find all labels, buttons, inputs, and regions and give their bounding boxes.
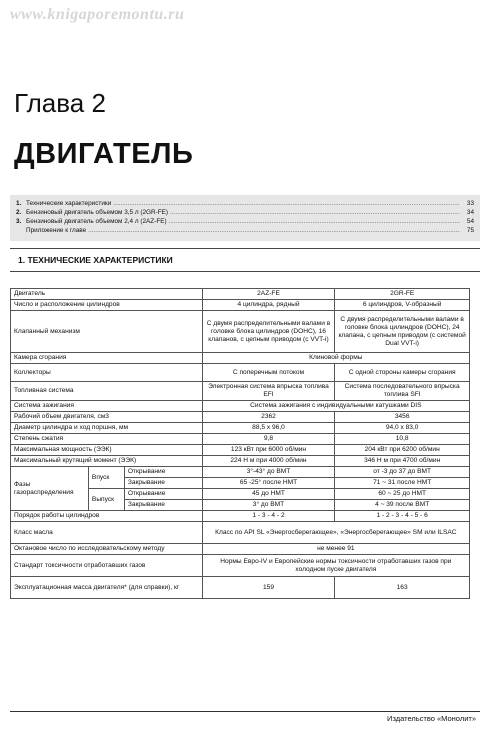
row-label: Система зажигания [11, 401, 203, 412]
row-label: Порядок работы цилиндров [11, 511, 203, 522]
cell-2az: 88,5 x 96,0 [202, 423, 335, 434]
toc-item[interactable] [16, 217, 474, 226]
cell-2az: Электронная система впрыска топлива EFI [202, 382, 335, 401]
section-heading: 1. ТЕХНИЧЕСКИЕ ХАРАКТЕРИСТИКИ [10, 248, 480, 272]
toc-number: 2. [16, 209, 22, 216]
toc-number: 3. [16, 218, 22, 225]
toc-leader [88, 226, 460, 235]
cell-2gr: С одной стороны камеры сгорания [335, 364, 470, 382]
cell-2az: С двумя распределительными валами в головке блока цилиндров (DOHC), 16 клапанов, с цепным приводом (с VVT-i) [202, 311, 335, 353]
toc-text: Приложение к главе [26, 227, 87, 234]
table-row [11, 300, 470, 311]
table-row [11, 423, 470, 434]
toc-page: 54 [466, 218, 474, 225]
table-row [11, 412, 470, 423]
cell-2gr: 346 Н м при 4700 об/мин [335, 456, 470, 467]
row-label: Коллекторы [11, 364, 203, 382]
toc-text: Технические характеристики [26, 200, 112, 207]
toc-item[interactable] [16, 208, 474, 217]
row-label: Клапанный механизм [11, 311, 203, 353]
table-of-contents [10, 195, 480, 241]
table-row [11, 289, 470, 300]
toc-item[interactable] [16, 226, 474, 235]
cell-merged: не менее 91 [202, 544, 469, 555]
cell-2az: 9,8 [202, 434, 335, 445]
cell-2gr: 1 - 2 - 3 - 4 - 5 - 6 [335, 511, 470, 522]
table-row [11, 434, 470, 445]
row-label: Топливная система [11, 382, 203, 401]
intake-label: Впуск [88, 467, 124, 489]
cell-2az: 224 Н м при 4000 об/мин [202, 456, 335, 467]
row-label: Двигатель [11, 289, 203, 300]
row-label: Степень сжатия [11, 434, 203, 445]
row-label: Максимальная мощность (ЭЭК) [11, 445, 203, 456]
cell-2gr: 4 ~ 39 после ВМТ [335, 500, 470, 511]
cell-2az: 2AZ-FE [202, 289, 335, 300]
exhaust-label: Выпуск [88, 489, 124, 511]
cell-merged: Система зажигания с индивидуальными катушками DIS [202, 401, 469, 412]
toc-page: 34 [466, 209, 474, 216]
cell-2az: С поперечным потоком [202, 364, 335, 382]
cell-2az: 4 цилиндра, рядный [202, 300, 335, 311]
chapter-heading: Глава 2 [14, 88, 106, 118]
table-row [11, 555, 470, 577]
cell-2az: 1 - 3 - 4 - 2 [202, 511, 335, 522]
valve-timing-label: Фазы газораспределения [11, 467, 89, 511]
closing-label: Закрывание [124, 478, 202, 489]
table-row [11, 445, 470, 456]
cell-merged: Клиновой формы [202, 353, 469, 364]
row-label: Максимальный крутящий момент (ЭЭК) [11, 456, 203, 467]
table-row [11, 353, 470, 364]
toc-page: 33 [466, 200, 474, 207]
table-row [11, 544, 470, 555]
toc-text: Бензиновый двигатель объемом 3,5 л (2GR-FE) [26, 209, 169, 216]
table-row [11, 577, 470, 599]
table-row [11, 511, 470, 522]
row-label: Октановое число по исследовательскому методу [11, 544, 203, 555]
cell-merged: Класс по API SL «Энергосберегающее», «Энергосберегающее» SM или ILSAC [202, 522, 469, 544]
toc-leader [169, 217, 460, 226]
footer-divider [10, 711, 480, 712]
page-title: ДВИГАТЕЛЬ [14, 138, 194, 170]
table-row [11, 382, 470, 401]
cell-2gr: 204 кВт при 6200 об/мин [335, 445, 470, 456]
toc-leader [113, 199, 460, 208]
cell-2az: 3° до ВМТ [202, 500, 335, 511]
cell-2gr: 3456 [335, 412, 470, 423]
cell-2gr: от -3 до 37 до ВМТ [335, 467, 470, 478]
cell-2az: 159 [202, 577, 335, 599]
watermark: www.knigaporemontu.ru [10, 6, 185, 23]
toc-leader [170, 208, 460, 217]
toc-number: 1. [16, 200, 22, 207]
row-label: Число и расположение цилиндров [11, 300, 203, 311]
row-label: Рабочий объем двигателя, см3 [11, 412, 203, 423]
toc-page: 75 [466, 227, 474, 234]
cell-2gr: 163 [335, 577, 470, 599]
table-row [11, 401, 470, 412]
cell-2az: 3°-43° до ВМТ [202, 467, 335, 478]
cell-2gr: 60 ~ 25 до НМТ [335, 489, 470, 500]
row-label: Стандарт токсичности отработавших газов [11, 555, 203, 577]
cell-2az: 123 кВт при 6000 об/мин [202, 445, 335, 456]
cell-2az: 2362 [202, 412, 335, 423]
toc-item[interactable] [16, 199, 474, 208]
cell-2gr: 10,8 [335, 434, 470, 445]
row-label: Класс масла [11, 522, 203, 544]
table-row [11, 364, 470, 382]
opening-label: Открывание [124, 489, 202, 500]
table-row [11, 467, 470, 478]
row-label: Камера сгорания [11, 353, 203, 364]
opening-label: Открывание [124, 467, 202, 478]
table-row [11, 522, 470, 544]
row-label: Диаметр цилиндра и ход поршня, мм [11, 423, 203, 434]
cell-2gr: 6 цилиндров, V-образный [335, 300, 470, 311]
cell-2gr: С двумя распределительными валами в головке блока цилиндров (DOHC), 24 клапана, с цепным приводом (с системой Dual VVT-i) [335, 311, 470, 353]
row-label: Эксплуатационная масса двигателя* (для справки), кг [11, 577, 203, 599]
cell-2gr: Система последовательного впрыска топлива SFI [335, 382, 470, 401]
closing-label: Закрывание [124, 500, 202, 511]
table-row [11, 456, 470, 467]
toc-text: Бензиновый двигатель объемом 2,4 л (2AZ-FE) [26, 218, 167, 225]
cell-2gr: 2GR-FE [335, 289, 470, 300]
publisher: Издательство «Монолит» [387, 714, 476, 723]
spec-table [10, 288, 470, 599]
cell-2az: 45 до НМТ [202, 489, 335, 500]
cell-merged: Нормы Евро-IV и Европейские нормы токсичности отработавших газов при холодном пуске двигателя [202, 555, 469, 577]
cell-2gr: 71 ~ 31 после НМТ [335, 478, 470, 489]
cell-2az: 65 -25° после НМТ [202, 478, 335, 489]
table-row [11, 311, 470, 353]
cell-2gr: 94,0 x 83,0 [335, 423, 470, 434]
